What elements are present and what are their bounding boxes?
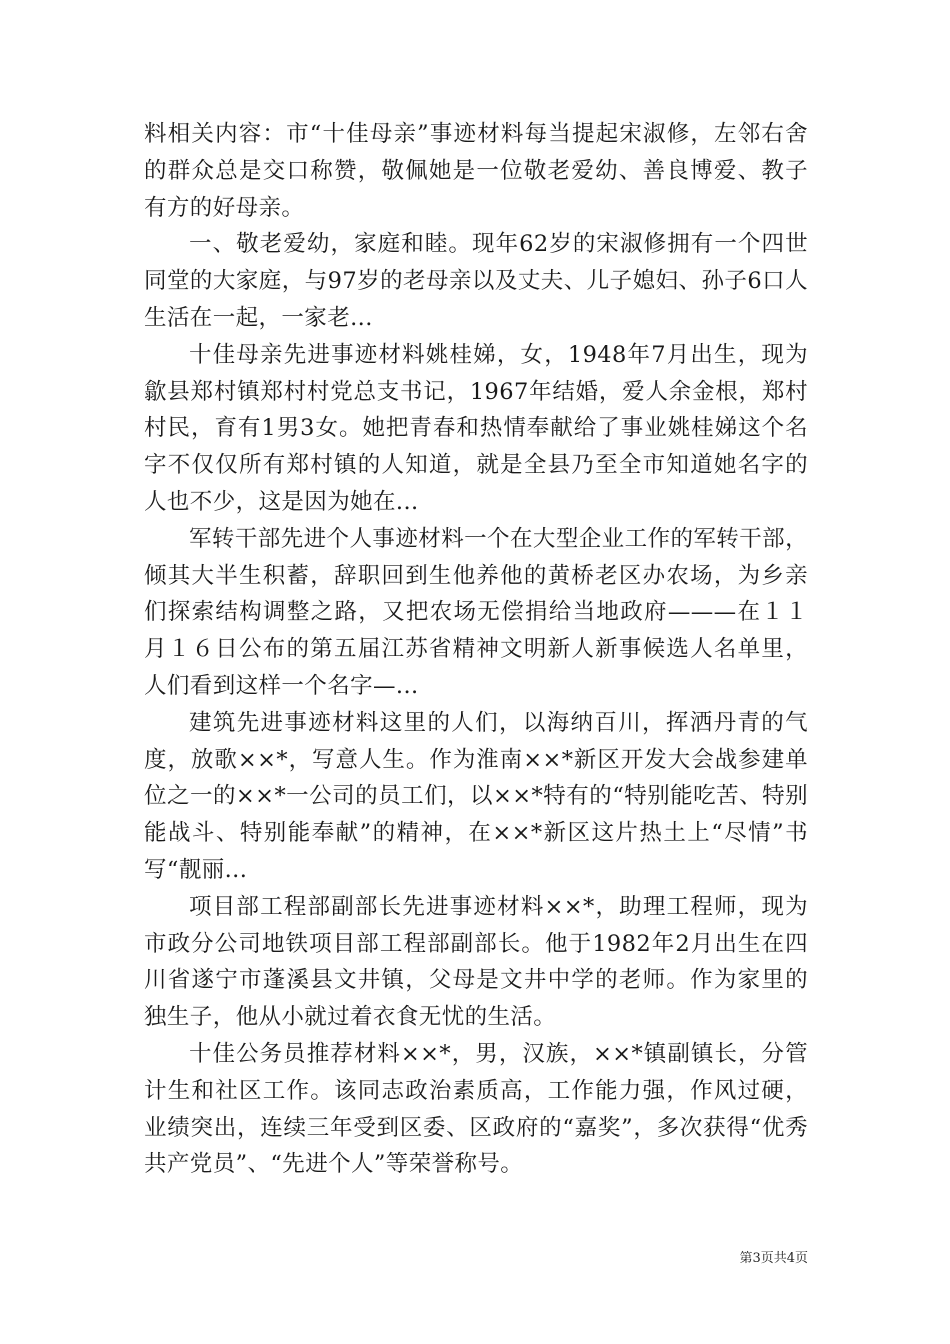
paragraph-3: 十佳母亲先进事迹材料姚桂娣，女，1948年7月出生，现为歙县郑村镇郑村村党总支书记，1967年结婚，爱人余金根，郑村村民，育有1男3女。她把青春和热情奉献给了事业姚桂娣这个名字不仅仅所有郑村镇的人知道，就是全县乃至全市知道她名字的人也不少，这是因为她在... bbox=[144, 341, 808, 515]
paragraph-1: 料相关内容：市“十佳母亲”事迹材料每当提起宋淑修，左邻右舍的群众总是交口称赞，敬佩她是一位敬老爱幼、善良博爱、教子有方的好母亲。 bbox=[144, 121, 808, 221]
paragraph-5: 建筑先进事迹材料这里的人们，以海纳百川，挥洒丹青的气度，放歌××*，写意人生。作为淮南××*新区开发大会战参建单位之一的××*一公司的员工们，以××*特有的“特别能吃苦、特别能战斗、特别能奉献”的精神，在××*新区这片热土上“尽情”书写“靓丽... bbox=[144, 709, 808, 883]
document-body bbox=[144, 116, 808, 1183]
page-number-footer: 第3页共4页 bbox=[739, 1251, 808, 1266]
paragraph-2: 一、敬老爱幼，家庭和睦。现年62岁的宋淑修拥有一个四世同堂的大家庭，与97岁的老母亲以及丈夫、儿子媳妇、孙子6口人生活在一起，一家老... bbox=[144, 231, 808, 331]
paragraph-7: 十佳公务员推荐材料××*，男，汉族，××*镇副镇长，分管计生和社区工作。该同志政治素质高，工作能力强，作风过硬，业绩突出，连续三年受到区委、区政府的“嘉奖”，多次获得“优秀共产党员”、“先进个人”等荣誉称号。 bbox=[144, 1040, 808, 1178]
paragraph-4: 军转干部先进个人事迹材料一个在大型企业工作的军转干部，倾其大半生积蓄，辞职回到生他养他的黄桥老区办农场，为乡亲们探索结构调整之路，又把农场无偿捐给当地政府———在１１月１６日公布的第五届江苏省精神文明新人新事候选人名单里，人们看到这样一个名字—... bbox=[144, 525, 808, 699]
paragraph-6: 项目部工程部副部长先进事迹材料××*，助理工程师，现为市政分公司地铁项目部工程部副部长。他于1982年2月出生在四川省遂宁市蓬溪县文井镇，父母是文井中学的老师。作为家里的独生子，他从小就过着衣食无忧的生活。 bbox=[144, 893, 808, 1031]
